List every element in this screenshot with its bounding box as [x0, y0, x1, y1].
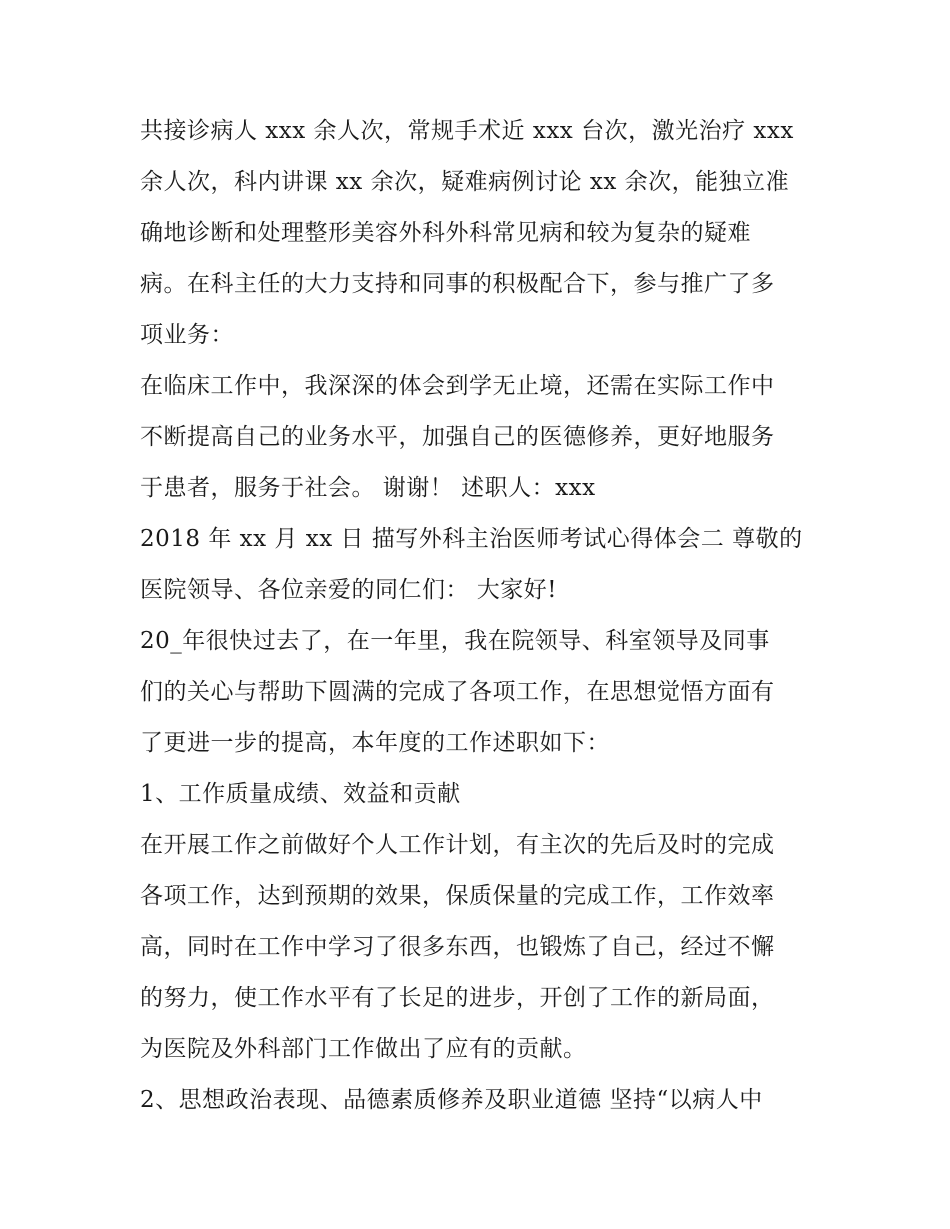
text-line: 2018 年 xx 月 xx 日 描写外科主治医师考试心得体会二 尊敬的	[140, 526, 803, 552]
text-line: 20_年很快过去了，在一年里，我在院领导、科室领导及同事	[140, 628, 770, 654]
text-line: 了更进一步的提高，本年度的工作述职如下：	[140, 730, 610, 756]
section-heading-1: 1、工作质量成绩、效益和贡献	[140, 781, 461, 807]
text-line: 项业务：	[140, 322, 234, 348]
document-body	[140, 109, 820, 1129]
text-line: 各项工作，达到预期的效果，保质保量的完成工作，工作效率	[140, 883, 775, 909]
text-line: 不断提高自己的业务水平，加强自己的医德修养，更好地服务	[140, 424, 775, 450]
text-line: 为医院及外科部门工作做出了应有的贡献。	[140, 1036, 587, 1062]
text-line: 高，同时在工作中学习了很多东西，也锻炼了自己，经过不懈	[140, 934, 775, 960]
text-line: 余人次，科内讲课 xx 余次，疑难病例讨论 xx 余次，能独立准	[140, 169, 790, 195]
text-line: 在临床工作中，我深深的体会到学无止境，还需在实际工作中	[140, 373, 775, 399]
text-line: 的努力，使工作水平有了长足的进步，开创了工作的新局面，	[140, 985, 775, 1011]
text-line: 于患者，服务于社会。 谢谢！ 述职人：xxx	[140, 475, 596, 501]
text-line: 医院领导、各位亲爱的同仁们： 大家好!	[140, 577, 558, 603]
text-line: 病。在科主任的大力支持和同事的积极配合下，参与推广了多	[140, 271, 775, 297]
text-line: 们的关心与帮助下圆满的完成了各项工作，在思想觉悟方面有	[140, 679, 775, 705]
text-line: 在开展工作之前做好个人工作计划，有主次的先后及时的完成	[140, 832, 775, 858]
text-line: 确地诊断和处理整形美容外科外科常见病和较为复杂的疑难	[140, 220, 751, 246]
text-line: 共接诊病人 xxx 余人次，常规手术近 xxx 台次，激光治疗 xxx	[140, 118, 794, 144]
section-heading-2: 2、思想政治表现、品德素质修养及职业道德 坚持“以病人中	[140, 1087, 763, 1113]
